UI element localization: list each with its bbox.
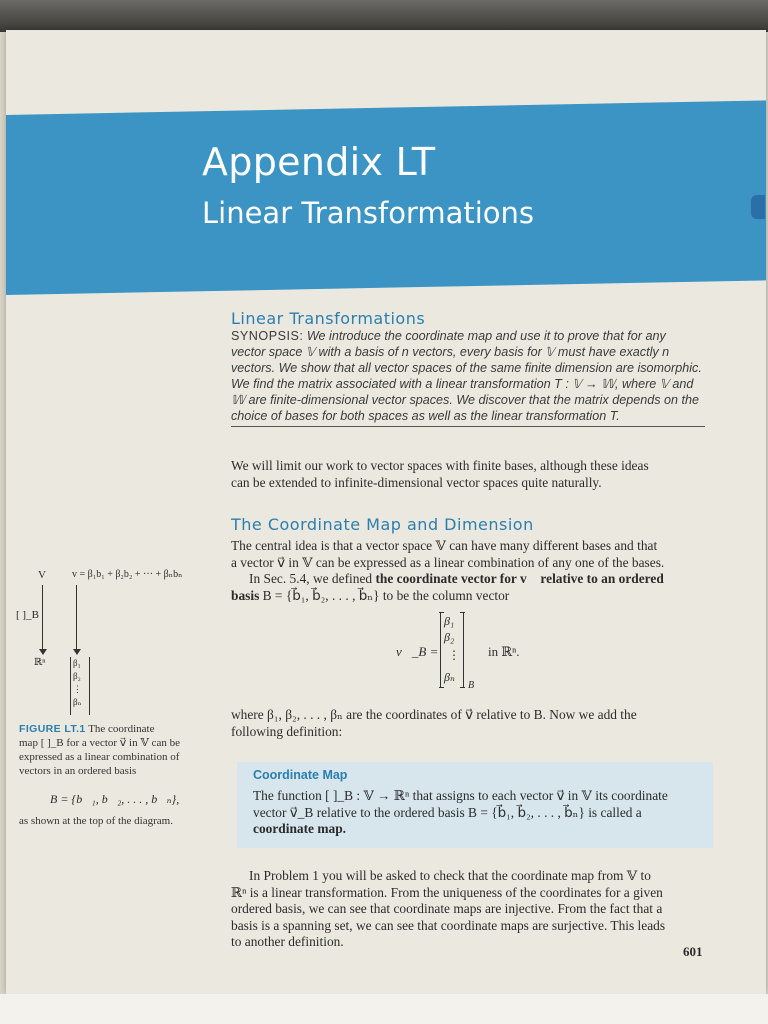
after-matrix-line: following definition:: [231, 723, 343, 739]
definition-line: vector v⃗_B relative to the ordered basis B = {b⃗₁, b⃗₂, . . . , b⃗ₙ} is called a: [253, 804, 642, 820]
synopsis-block: [231, 328, 705, 424]
matrix-subscript: B: [468, 680, 475, 691]
diagram-col-entry: β₂: [73, 671, 81, 681]
book-page: [6, 30, 766, 994]
arrow-head-icon: [39, 649, 47, 655]
diagram-map-label: [ ]_B: [16, 609, 39, 621]
after-matrix-paragraph: [231, 707, 713, 740]
matrix-brackets: [440, 612, 464, 688]
vector-rhs: in ℝⁿ.: [488, 644, 520, 659]
para-tail: B = {b⃗₁, b⃗₂, . . . , b⃗ₙ} to be the column vector: [262, 587, 510, 603]
diagram-equation: v = β₁b₁ + β₂b₂ + ··· + βₙbₙ: [72, 569, 183, 580]
closing-line: In Problem 1 you will be asked to check that the coordinate map from 𝕍 to: [249, 868, 651, 883]
diagram-v-label: V: [38, 569, 46, 581]
para-line: The central idea is that a vector space 𝕍 can have many different bases and that: [231, 538, 658, 553]
after-matrix-line: where β₁, β₂, . . . , βₙ are the coordinates of v⃗ relative to B. Now we add the: [231, 707, 637, 722]
photo-bottom-edge: [0, 994, 768, 1024]
synopsis-line: vectors. We show that all vector spaces of the same finite dimension are isomorphic.: [231, 361, 702, 375]
definition-text: [253, 788, 699, 838]
closing-paragraph: [231, 868, 713, 951]
diagram-rn-label: ℝⁿ: [34, 657, 46, 668]
para-bold: the coordinate vector for v⃗ relative to an ordered: [375, 571, 664, 586]
figure-label: FIGURE LT.1: [19, 723, 86, 735]
appendix-subtitle: Linear Transformations: [202, 196, 535, 230]
column-vector-display: [396, 612, 596, 692]
page-tab-marker: [751, 195, 765, 219]
synopsis-line: vector space 𝕍 with a basis of n vectors, every basis for 𝕍 must have exactly n: [231, 345, 670, 359]
matrix-entry: β₂: [444, 630, 455, 644]
coordinate-paragraph: [231, 538, 713, 604]
diagram-right-arrow: [76, 585, 77, 651]
appendix-title: Appendix LT: [202, 140, 436, 184]
diagram-left-arrow: [42, 585, 43, 651]
matrix-entry: ⋮: [448, 648, 460, 662]
intro-line: can be extended to infinite-dimensional vector spaces quite naturally.: [231, 474, 602, 490]
caption-line: expressed as a linear combination of: [19, 751, 180, 763]
figure-caption: [19, 722, 204, 778]
definition-title: Coordinate Map: [253, 768, 348, 782]
synopsis-line: 𝕎 are finite-dimensional vector spaces. We discover that the matrix depends on the: [231, 393, 700, 407]
diagram-column-vector: [70, 657, 90, 715]
closing-line: to another definition.: [231, 934, 344, 949]
para-bold-2: basis: [231, 587, 260, 603]
vector-lhs: v⃗_B =: [396, 644, 439, 659]
diagram-col-entry: β₁: [73, 658, 81, 668]
caption-end: as shown at the top of the diagram.: [19, 815, 173, 827]
matrix-entry: βₙ: [444, 670, 455, 684]
intro-paragraph: [231, 458, 711, 491]
caption-line: map [ ]_B for a vector v⃗ in 𝕍 can be: [19, 737, 181, 749]
caption-formula: B = {b⃗₁, b⃗₂, . . . , b⃗ₙ},: [50, 792, 180, 806]
synopsis-line: choice of bases for both spaces as well as the linear transformation T.: [231, 409, 620, 423]
diagram-col-entry: ⋮: [73, 684, 82, 694]
definition-box: [237, 762, 713, 848]
closing-line: basis is a spanning set, we can see that coordinate maps are surjective. This leads: [231, 917, 666, 933]
caption-line: The coordinate: [88, 723, 155, 735]
arrow-head-icon: [73, 649, 81, 655]
page-number: 601: [683, 944, 703, 959]
synopsis-divider: [231, 426, 705, 427]
figure-diagram: [14, 565, 214, 715]
matrix-entry: β₁: [444, 614, 455, 628]
section-heading-coordinate-map: The Coordinate Map and Dimension: [231, 515, 534, 534]
intro-line: We will limit our work to vector spaces with finite bases, although these ideas: [231, 458, 649, 473]
section-heading-linear-transformations: Linear Transformations: [231, 309, 426, 328]
closing-line: ordered basis, we can see that coordinate maps are injective. From the fact that a: [231, 901, 663, 916]
synopsis-line: We introduce the coordinate map and use it to prove that for any: [306, 329, 666, 343]
definition-line: The function [ ]_B : 𝕍 → ℝⁿ that assigns to each vector v⃗ in 𝕍 its coordinate: [253, 788, 668, 803]
definition-bold: coordinate map.: [253, 821, 346, 836]
synopsis-tag: SYNOPSIS:: [231, 329, 304, 343]
caption-line: vectors in an ordered basis: [19, 765, 137, 777]
para-line: a vector v⃗ in 𝕍 can be expressed as a linear combination of any one of the bases.: [231, 554, 665, 570]
synopsis-line: We find the matrix associated with a linear transformation T : 𝕍 → 𝕎, where 𝕍 and: [231, 377, 694, 391]
closing-line: ℝⁿ is a linear transformation. From the uniqueness of the coordinates for a given: [231, 884, 663, 900]
diagram-col-entry: βₙ: [73, 697, 82, 707]
para-line: In Sec. 5.4, we defined: [249, 571, 373, 586]
photo-top-edge: [0, 0, 768, 32]
